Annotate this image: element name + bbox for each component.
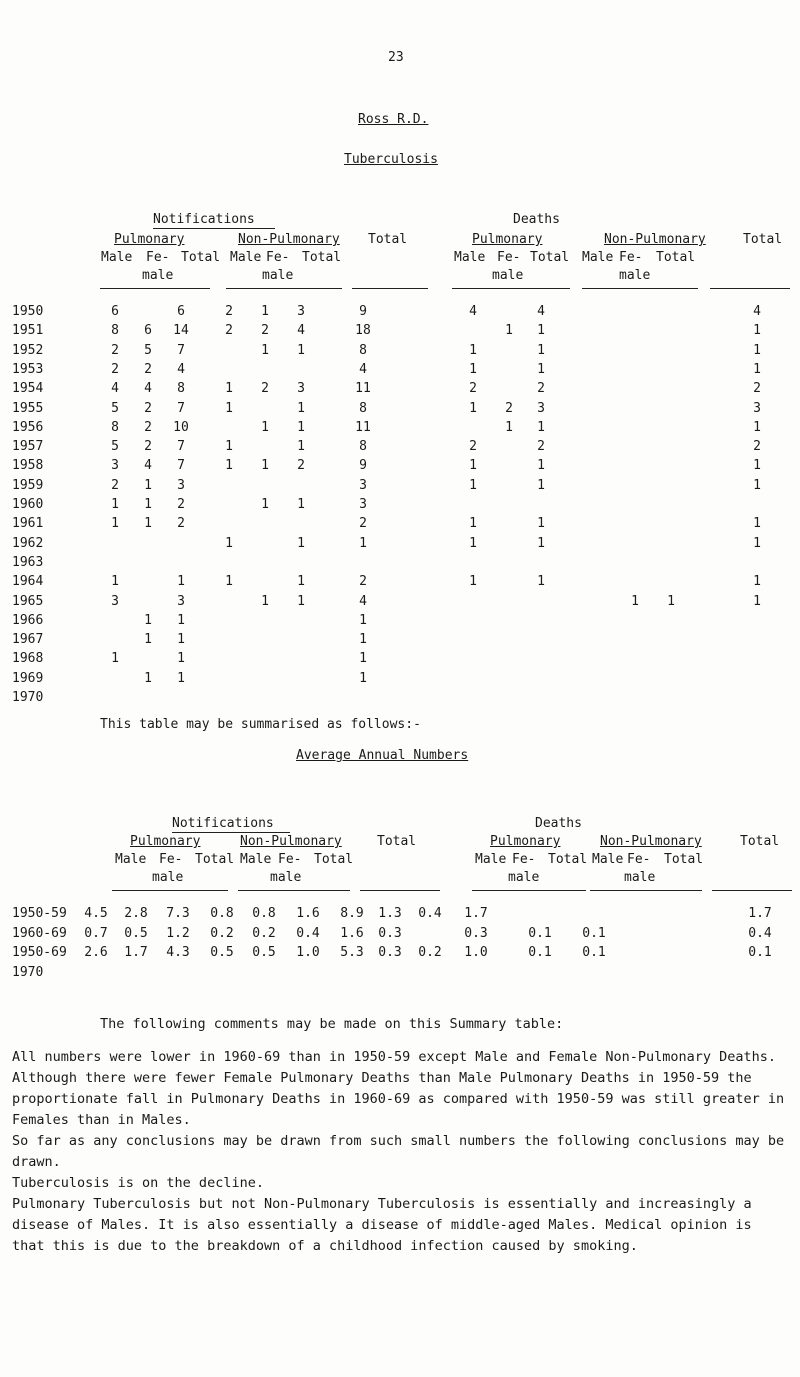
t2-sub-fe-4: Fe- bbox=[627, 852, 651, 867]
t2-cell: 0.2 bbox=[210, 925, 234, 941]
t1-cell: 6 bbox=[177, 304, 185, 319]
t1-cell: 4 bbox=[111, 381, 119, 397]
t1-cell: 2 bbox=[261, 381, 269, 397]
t2-sub-total-4: Total bbox=[664, 852, 704, 867]
t1-cell: 1 bbox=[753, 419, 761, 435]
t2-sub-male-4: Male bbox=[592, 852, 624, 867]
t1-cell: 3 bbox=[359, 497, 367, 512]
t1-year-label: 1959 bbox=[12, 477, 44, 493]
t1-cell: 1 bbox=[225, 535, 233, 551]
t1-cell: 2 bbox=[144, 400, 152, 416]
t2-nonpulmonary-deaths: Non-Pulmonary bbox=[600, 834, 702, 849]
t1-year-label: 1957 bbox=[12, 439, 44, 455]
t1-cell: 1 bbox=[359, 612, 367, 628]
t2-sub-male-word-4: male bbox=[624, 870, 656, 885]
t2-cell: 5.3 bbox=[340, 945, 364, 960]
t1-cell: 8 bbox=[359, 400, 367, 416]
t1-cell: 1 bbox=[537, 419, 545, 435]
t1-cell: 4 bbox=[537, 304, 545, 319]
t2-cell: 1.7 bbox=[124, 945, 148, 960]
t1-year-label: 1966 bbox=[12, 612, 44, 628]
t1-cell: 1 bbox=[537, 477, 545, 493]
t1-cell: 1 bbox=[177, 574, 185, 590]
t1-sub-total-4: Total bbox=[656, 250, 696, 265]
t1-sub-male-1: Male bbox=[101, 250, 133, 265]
t1-cell: 1 bbox=[469, 458, 477, 474]
t1-cell: 3 bbox=[297, 381, 305, 397]
t1-cell: 1 bbox=[753, 535, 761, 551]
t2-cell: 0.7 bbox=[84, 925, 108, 941]
t1-cell: 2 bbox=[144, 439, 152, 455]
t1-cell: 1 bbox=[177, 670, 185, 686]
t2-cell: 0.4 bbox=[296, 925, 320, 941]
t1-cell: 2 bbox=[111, 342, 119, 358]
t2-cell: 0.3 bbox=[378, 925, 402, 941]
t1-deaths-heading: Deaths bbox=[513, 212, 560, 227]
t1-cell: 1 bbox=[469, 361, 477, 377]
t1-sub-male-word-3: male bbox=[492, 268, 524, 283]
t1-cell: 2 bbox=[111, 477, 119, 493]
t1-year-label: 1969 bbox=[12, 670, 44, 686]
t1-cell: 1 bbox=[359, 632, 367, 648]
t1-cell: 1 bbox=[537, 458, 545, 474]
t2-sub-male-1: Male bbox=[115, 852, 147, 867]
t1-nonpulmonary-deaths: Non-Pulmonary bbox=[604, 232, 706, 247]
t2-total-notif: Total bbox=[377, 834, 417, 849]
t2-sub-fe-3: Fe- bbox=[512, 852, 536, 867]
t1-sub-fe-4: Fe- bbox=[619, 250, 643, 265]
t1-cell: 4 bbox=[297, 323, 305, 339]
t1-cell: 1 bbox=[537, 342, 545, 358]
t1-cell: 7 bbox=[177, 400, 185, 416]
t1-cell: 2 bbox=[225, 323, 233, 339]
t2-cell: 0.1 bbox=[528, 945, 552, 960]
t2-header-rule-1 bbox=[112, 890, 228, 891]
t1-sub-total-1: Total bbox=[181, 250, 221, 265]
t1-cell: 11 bbox=[355, 419, 371, 435]
t1-cell: 1 bbox=[753, 458, 761, 474]
t1-cell: 6 bbox=[144, 323, 152, 339]
t1-header-rule-2 bbox=[226, 288, 342, 289]
t1-year-label: 1956 bbox=[12, 419, 44, 435]
t2-sub-total-1: Total bbox=[195, 852, 235, 867]
t1-cell: 1 bbox=[144, 632, 152, 648]
summary-intro: This table may be summarised as follows:- bbox=[100, 717, 421, 732]
t1-cell: 8 bbox=[111, 419, 119, 435]
t2-cell: 1.3 bbox=[378, 906, 402, 921]
t1-year-label: 1964 bbox=[12, 574, 44, 590]
t1-cell: 1 bbox=[111, 651, 119, 667]
t1-year-label: 1967 bbox=[12, 632, 44, 648]
t2-header-rule-3 bbox=[360, 890, 440, 891]
t1-sub-male-word-2: male bbox=[262, 268, 294, 283]
t1-cell: 3 bbox=[359, 477, 367, 493]
t1-cell: 1 bbox=[469, 535, 477, 551]
t1-sub-total-3: Total bbox=[530, 250, 570, 265]
t1-year-label: 1970 bbox=[12, 690, 44, 705]
t1-cell: 1 bbox=[537, 535, 545, 551]
t2-header-rule-6 bbox=[712, 890, 792, 891]
t1-cell: 8 bbox=[359, 342, 367, 358]
t1-cell: 1 bbox=[505, 323, 513, 339]
t1-cell: 1 bbox=[537, 361, 545, 377]
t2-period-label: 1950-59 bbox=[12, 906, 67, 921]
t2-cell: 0.1 bbox=[528, 925, 552, 941]
t2-cell: 0.2 bbox=[252, 925, 276, 941]
t1-cell: 1 bbox=[753, 574, 761, 590]
t2-total-deaths: Total bbox=[740, 834, 780, 849]
t2-sub-male-2: Male bbox=[240, 852, 272, 867]
t1-cell: 2 bbox=[144, 361, 152, 377]
t2-cell: 4.5 bbox=[84, 906, 108, 921]
t2-cell: 0.1 bbox=[582, 925, 606, 941]
document-title: Ross R.D. bbox=[358, 112, 429, 127]
t2-cell: 1.0 bbox=[464, 945, 488, 960]
comment-paragraph: So far as any conclusions may be drawn from such small numbers the following conclusions may be drawn. bbox=[12, 1133, 785, 1170]
t2-sub-total-2: Total bbox=[314, 852, 354, 867]
t1-year-label: 1955 bbox=[12, 400, 44, 416]
t2-cell: 1.6 bbox=[296, 906, 320, 921]
comment-paragraph: The following comments may be made on this Summary table: bbox=[100, 1016, 564, 1032]
t1-cell: 3 bbox=[537, 400, 545, 416]
t2-header-rule-4 bbox=[472, 890, 586, 891]
t2-cell: 0.5 bbox=[124, 925, 148, 941]
t2-period-label: 1960-69 bbox=[12, 925, 67, 941]
t2-cell: 0.8 bbox=[252, 906, 276, 921]
t1-cell: 1 bbox=[297, 419, 305, 435]
t1-cell: 1 bbox=[144, 670, 152, 686]
t2-cell: 0.3 bbox=[378, 945, 402, 960]
t1-cell: 1 bbox=[225, 381, 233, 397]
t1-cell: 5 bbox=[111, 439, 119, 455]
t1-cell: 7 bbox=[177, 439, 185, 455]
t1-cell: 1 bbox=[261, 419, 269, 435]
t1-cell: 1 bbox=[111, 574, 119, 590]
t1-cell: 1 bbox=[144, 497, 152, 512]
t1-cell: 2 bbox=[359, 574, 367, 590]
t1-cell: 1 bbox=[359, 535, 367, 551]
t1-cell: 4 bbox=[144, 458, 152, 474]
t2-cell: 0.1 bbox=[582, 945, 606, 960]
t2-cell: 0.2 bbox=[418, 945, 442, 960]
t1-nonpulmonary-notif: Non-Pulmonary bbox=[238, 232, 340, 247]
t1-cell: 1 bbox=[144, 477, 152, 493]
t1-cell: 2 bbox=[537, 381, 545, 397]
t1-header-rule-5 bbox=[582, 288, 698, 289]
t1-sub-total-2: Total bbox=[302, 250, 342, 265]
t1-year-label: 1962 bbox=[12, 535, 44, 551]
t2-cell: 4.3 bbox=[166, 945, 190, 960]
t1-cell: 1 bbox=[631, 593, 639, 609]
t1-cell: 10 bbox=[173, 419, 189, 435]
t1-cell: 1 bbox=[111, 497, 119, 512]
t1-year-label: 1954 bbox=[12, 381, 44, 397]
comment-paragraph: All numbers were lower in 1960-69 than in 1950-59 except Male and Female Non-Pulmonary Deaths. bbox=[12, 1049, 777, 1065]
t1-cell: 4 bbox=[144, 381, 152, 397]
t1-cell: 2 bbox=[469, 439, 477, 455]
t1-cell: 1 bbox=[297, 593, 305, 609]
t1-cell: 3 bbox=[111, 593, 119, 609]
t1-cell: 1 bbox=[667, 593, 675, 609]
t2-nonpulmonary-notif: Non-Pulmonary bbox=[240, 834, 342, 849]
t1-sub-male-2: Male bbox=[230, 250, 262, 265]
t2-cell: 0.4 bbox=[748, 925, 772, 941]
t1-cell: 18 bbox=[355, 323, 371, 339]
t1-cell: 1 bbox=[753, 516, 761, 532]
t2-cell: 1.0 bbox=[296, 945, 320, 960]
t2-sub-male-word-2: male bbox=[270, 870, 302, 885]
t1-cell: 1 bbox=[297, 439, 305, 455]
t1-pulmonary-notif: Pulmonary bbox=[114, 232, 185, 247]
t1-cell: 2 bbox=[469, 381, 477, 397]
t1-cell: 2 bbox=[177, 497, 185, 512]
t1-cell: 5 bbox=[144, 342, 152, 358]
t1-cell: 2 bbox=[753, 439, 761, 455]
comment-paragraph: Tuberculosis is on the decline. bbox=[12, 1175, 264, 1191]
t1-cell: 1 bbox=[297, 497, 305, 512]
t2-cell: 8.9 bbox=[340, 906, 364, 921]
t2-notifications-rule bbox=[172, 832, 290, 833]
t2-header-rule-5 bbox=[590, 890, 702, 891]
t2-sub-total-3: Total bbox=[548, 852, 588, 867]
t1-cell: 7 bbox=[177, 458, 185, 474]
t1-cell: 1 bbox=[261, 304, 269, 319]
t1-cell: 1 bbox=[225, 574, 233, 590]
t1-cell: 1 bbox=[225, 400, 233, 416]
t1-cell: 2 bbox=[753, 381, 761, 397]
t1-cell: 1 bbox=[469, 400, 477, 416]
t1-sub-fe-2: Fe- bbox=[266, 250, 290, 265]
t1-cell: 1 bbox=[469, 342, 477, 358]
t1-cell: 4 bbox=[359, 361, 367, 377]
t1-cell: 3 bbox=[177, 477, 185, 493]
t2-cell: 1.6 bbox=[340, 925, 364, 941]
comment-paragraph: Pulmonary Tuberculosis but not Non-Pulmonary Tuberculosis is essentially and increasingly a disease of Males. It is also essentially a disease of middle-aged Males. Medical opinion is that this is due to the breakdown of a childhood infection caused by smoking. bbox=[12, 1196, 752, 1254]
t2-cell: 2.6 bbox=[84, 945, 108, 960]
t1-cell: 2 bbox=[144, 419, 152, 435]
comment-paragraph: Although there were fewer Female Pulmonary Deaths than Male Pulmonary Deaths in 1950-59 the proportionate fall in Pulmonary Deaths in 1960-69 as compared with 1950-59 was still greater in Females than in Males. bbox=[12, 1070, 785, 1128]
t1-cell: 2 bbox=[261, 323, 269, 339]
document-subtitle: Tuberculosis bbox=[344, 152, 438, 167]
t1-cell: 1 bbox=[297, 535, 305, 551]
t1-cell: 3 bbox=[297, 304, 305, 319]
t1-pulmonary-deaths: Pulmonary bbox=[472, 232, 543, 247]
t1-cell: 3 bbox=[753, 400, 761, 416]
t2-cell: 1.2 bbox=[166, 925, 190, 941]
t1-cell: 1 bbox=[469, 574, 477, 590]
t1-cell: 1 bbox=[753, 342, 761, 358]
t1-cell: 1 bbox=[537, 516, 545, 532]
t2-cell: 0.5 bbox=[252, 945, 276, 960]
t1-cell: 1 bbox=[753, 593, 761, 609]
t1-cell: 8 bbox=[177, 381, 185, 397]
t2-cell: 0.1 bbox=[748, 945, 772, 960]
t1-cell: 1 bbox=[537, 323, 545, 339]
t1-cell: 1 bbox=[297, 400, 305, 416]
t1-cell: 1 bbox=[753, 323, 761, 339]
t2-sub-male-word-3: male bbox=[508, 870, 540, 885]
t1-sub-male-word-1: male bbox=[142, 268, 174, 283]
t2-period-label: 1970 bbox=[12, 964, 44, 980]
t2-period-label: 1950-69 bbox=[12, 945, 67, 960]
t1-cell: 1 bbox=[177, 651, 185, 667]
t1-cell: 14 bbox=[173, 323, 189, 339]
summary-title: Average Annual Numbers bbox=[296, 748, 469, 763]
t1-year-label: 1952 bbox=[12, 342, 44, 358]
t1-cell: 9 bbox=[359, 458, 367, 474]
t1-notifications-heading: Notifications bbox=[153, 212, 255, 227]
t1-cell: 1 bbox=[505, 419, 513, 435]
t1-cell: 2 bbox=[177, 516, 185, 532]
t2-cell: 0.5 bbox=[210, 945, 234, 960]
t1-cell: 1 bbox=[261, 458, 269, 474]
t2-cell: 0.4 bbox=[418, 906, 442, 921]
t1-cell: 3 bbox=[111, 458, 119, 474]
t1-cell: 3 bbox=[177, 593, 185, 609]
t1-cell: 1 bbox=[753, 361, 761, 377]
t1-cell: 1 bbox=[111, 516, 119, 532]
t1-cell: 1 bbox=[144, 516, 152, 532]
t2-sub-male-word-1: male bbox=[152, 870, 184, 885]
t1-cell: 1 bbox=[177, 632, 185, 648]
t1-cell: 7 bbox=[177, 342, 185, 358]
t1-cell: 1 bbox=[225, 458, 233, 474]
t2-cell: 1.7 bbox=[464, 906, 488, 921]
t1-cell: 2 bbox=[359, 516, 367, 532]
t1-cell: 6 bbox=[111, 304, 119, 319]
t1-cell: 11 bbox=[355, 381, 371, 397]
t2-sub-fe-2: Fe- bbox=[278, 852, 302, 867]
t1-sub-male-4: Male bbox=[582, 250, 614, 265]
t1-cell: 1 bbox=[177, 612, 185, 628]
t1-total-deaths: Total bbox=[743, 232, 783, 247]
t1-cell: 4 bbox=[177, 361, 185, 377]
t1-header-rule-6 bbox=[710, 288, 790, 289]
t1-cell: 1 bbox=[537, 574, 545, 590]
t1-cell: 4 bbox=[753, 304, 761, 319]
t1-header-rule-1 bbox=[100, 288, 210, 289]
t1-cell: 1 bbox=[469, 516, 477, 532]
t1-cell: 2 bbox=[297, 458, 305, 474]
t1-cell: 1 bbox=[144, 612, 152, 628]
t1-header-rule-3 bbox=[352, 288, 428, 289]
t1-year-label: 1950 bbox=[12, 304, 44, 319]
t1-cell: 1 bbox=[753, 477, 761, 493]
t1-cell: 2 bbox=[537, 439, 545, 455]
t1-cell: 1 bbox=[469, 477, 477, 493]
t1-year-label: 1963 bbox=[12, 554, 44, 570]
t2-deaths-heading: Deaths bbox=[535, 816, 582, 831]
t1-sub-male-word-4: male bbox=[619, 268, 651, 283]
t1-cell: 1 bbox=[359, 651, 367, 667]
t1-cell: 4 bbox=[469, 304, 477, 319]
t1-cell: 2 bbox=[111, 361, 119, 377]
t1-cell: 4 bbox=[359, 593, 367, 609]
t1-total-notif: Total bbox=[368, 232, 408, 247]
t1-year-label: 1960 bbox=[12, 497, 44, 512]
t2-notifications-heading: Notifications bbox=[172, 816, 274, 831]
t1-cell: 2 bbox=[505, 400, 513, 416]
t1-cell: 1 bbox=[261, 497, 269, 512]
t1-cell: 1 bbox=[297, 342, 305, 358]
t2-header-rule-2 bbox=[238, 890, 350, 891]
t1-cell: 8 bbox=[359, 439, 367, 455]
t2-sub-fe-1: Fe- bbox=[159, 852, 183, 867]
t1-cell: 1 bbox=[261, 342, 269, 358]
t1-year-label: 1965 bbox=[12, 593, 44, 609]
t1-year-label: 1961 bbox=[12, 516, 44, 532]
page-number: 23 bbox=[388, 50, 404, 65]
t1-year-label: 1951 bbox=[12, 323, 44, 339]
t1-cell: 5 bbox=[111, 400, 119, 416]
t1-cell: 1 bbox=[359, 670, 367, 686]
t1-sub-fe-3: Fe- bbox=[497, 250, 521, 265]
t2-pulmonary-deaths: Pulmonary bbox=[490, 834, 561, 849]
t1-cell: 2 bbox=[225, 304, 233, 319]
t1-year-label: 1953 bbox=[12, 361, 44, 377]
t1-cell: 8 bbox=[111, 323, 119, 339]
t1-year-label: 1958 bbox=[12, 458, 44, 474]
t2-cell: 7.3 bbox=[166, 906, 190, 921]
t1-header-rule-4 bbox=[452, 288, 570, 289]
t1-cell: 9 bbox=[359, 304, 367, 319]
t2-cell: 0.3 bbox=[464, 925, 488, 941]
t1-cell: 1 bbox=[297, 574, 305, 590]
t2-sub-male-3: Male bbox=[475, 852, 507, 867]
t2-cell: 1.7 bbox=[748, 906, 772, 921]
t1-notifications-rule bbox=[153, 228, 275, 229]
t1-cell: 1 bbox=[261, 593, 269, 609]
t1-sub-fe-1: Fe- bbox=[146, 250, 170, 265]
t1-year-label: 1968 bbox=[12, 651, 44, 667]
t2-cell: 0.8 bbox=[210, 906, 234, 921]
t1-sub-male-3: Male bbox=[454, 250, 486, 265]
t2-pulmonary-notif: Pulmonary bbox=[130, 834, 201, 849]
t2-cell: 2.8 bbox=[124, 906, 148, 921]
t1-cell: 1 bbox=[225, 439, 233, 455]
